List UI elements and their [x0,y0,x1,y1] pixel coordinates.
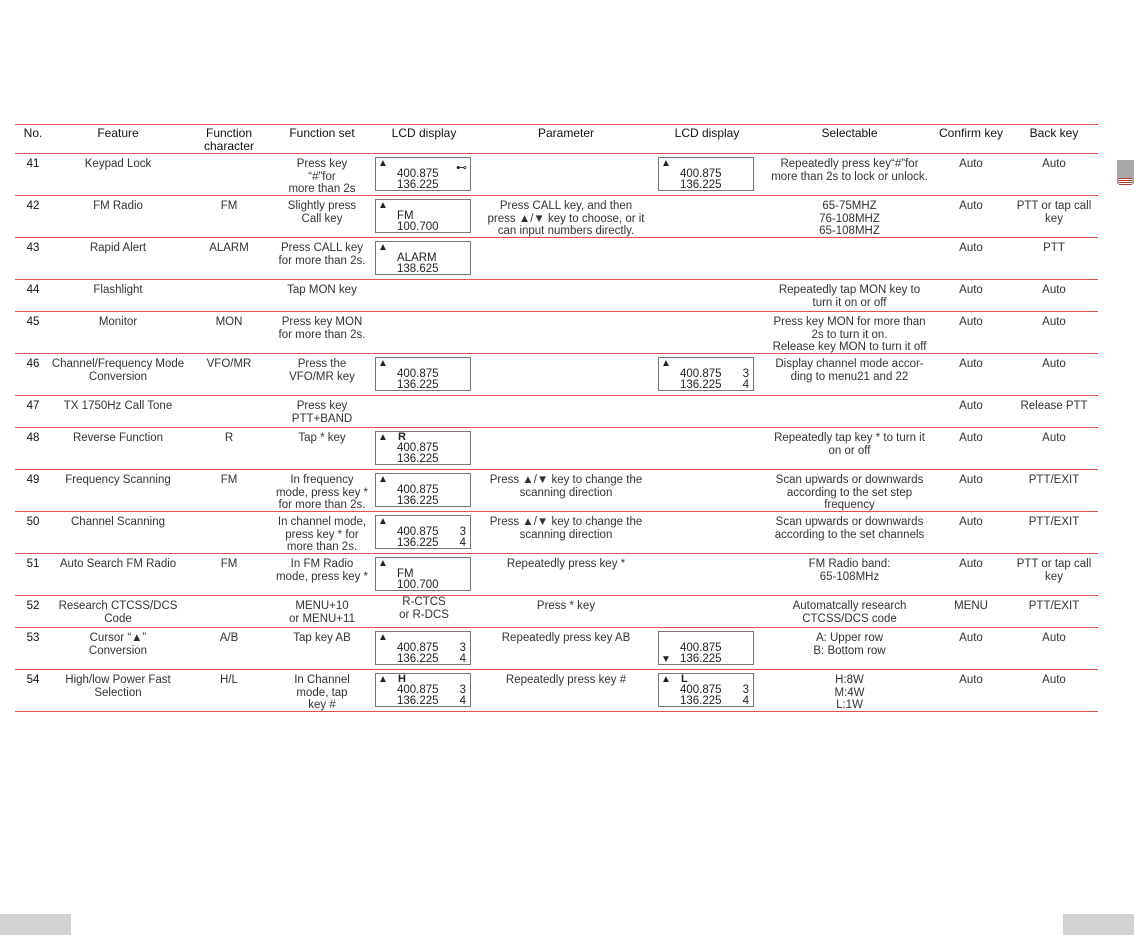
row-function-set: In channel mode, press key * for more than 2s. [277,516,367,553]
lcd-line-1: ALARM [397,252,437,264]
row-function-character: FM [220,558,238,570]
row-function-set: Press key PTT+BAND [291,400,353,425]
lcd-indicator-icon: ▲ [661,158,671,169]
lcd-indicator-icon: ▲ [378,516,388,527]
row-feature: Channel/Frequency Mode Conversion [51,358,185,383]
row-selectable: 65-75MHZ 76-108MHZ 65-108MHZ [819,200,880,237]
row-back-key: Release PTT [1020,400,1088,412]
row-confirm-key: Auto [959,632,983,644]
header-feature: Feature [97,126,139,140]
row-feature: Reverse Function [72,432,164,444]
lcd-channel-1: 3 [742,368,749,380]
row-parameter: Press * key [536,600,596,612]
header-function-set: Function set [289,126,355,140]
lcd-line-2: 136.225 [397,495,439,507]
lcd-indicator-icon: ▲ [378,674,388,685]
lcd-display-box [375,673,471,707]
header-back-key: Back key [1029,126,1079,140]
lcd-line-2: 136.225 [397,695,439,707]
lcd-line-1: 400.875 [680,642,722,654]
row-confirm-key: Auto [959,284,983,296]
lcd-line-1: 400.875 [397,684,439,696]
lcd-line-2: 100.700 [397,221,439,233]
lcd-display-box [375,557,471,591]
header-parameter: Parameter [537,126,595,140]
row-no: 46 [26,358,40,370]
row-function-set: Slightly press Call key [287,200,357,225]
lcd-line-2: 100.700 [397,579,439,591]
table-row [15,396,1098,428]
lcd-indicator-icon: ▲ [378,158,388,169]
row-parameter: Repeatedly press key AB [501,632,631,644]
table-row [15,596,1098,628]
table-row [15,670,1098,712]
footer-right-bar [1063,914,1134,935]
lcd-line-1: 400.875 [397,442,439,454]
row-no: 43 [26,242,40,254]
row-selectable: Press key MON for more than 2s to turn it on. Release key MON to turn it off [772,316,927,353]
row-feature: Cursor “▲” Conversion [88,632,148,657]
row-no: 50 [26,516,40,528]
row-function-character: MON [215,316,243,328]
row-function-set: In FM Radio mode, press key * [275,558,369,583]
lcd-indicator-icon: ▲ [378,474,388,485]
lcd-display-box [375,357,471,391]
row-no: 53 [26,632,40,644]
row-selectable: H:8W M:4W L:1W [834,674,865,711]
row-function-set: MENU+10 or MENU+11 [289,600,355,625]
table-row [15,512,1098,554]
lcd-channel-1: 3 [459,642,466,654]
row-back-key: PTT or tap call key [1016,200,1092,225]
lcd-display-box [375,157,471,191]
lcd-line-2: 136.225 [397,179,439,191]
row-feature: Frequency Scanning [65,474,171,486]
row-selectable: Display channel mode accor- ding to menu21 and 22 [775,358,924,383]
lcd-channel-2: 4 [459,653,466,665]
lcd-display-box [658,157,754,191]
lcd-channel-2: 4 [742,695,749,707]
lcd-line-2: 136.225 [397,453,439,465]
lcd-line-1: 400.875 [397,642,439,654]
lcd-line-1: 400.875 [680,168,722,180]
row-parameter: Press CALL key, and then press ▲/▼ key to choose, or it can input numbers directly. [487,200,645,237]
row-no: 45 [26,316,40,328]
row-lcd-text: R-CTCS or R-DCS [399,596,449,621]
flag-icon [1119,178,1132,185]
row-parameter: Press ▲/▼ key to change the scanning direction [489,516,643,541]
header-confirm-key: Confirm key [938,126,1003,140]
lcd-display-box [375,515,471,549]
row-feature: Research CTCSS/DCS Code [58,600,178,625]
row-back-key: Auto [1042,358,1066,370]
row-function-set: Press the VFO/MR key [289,358,355,383]
table-row [15,554,1098,596]
row-back-key: PTT [1043,242,1065,254]
row-confirm-key: Auto [959,358,983,370]
lcd-line-2: 138.625 [397,263,439,275]
lcd-display-box [375,431,471,465]
lcd-display-box [375,473,471,507]
table-row [15,154,1098,196]
row-no: 42 [26,200,40,212]
header-selectable: Selectable [821,126,878,140]
lcd-line-2: 136.225 [680,179,722,191]
row-back-key: Auto [1042,632,1066,644]
row-back-key: Auto [1042,316,1066,328]
row-function-set: In Channel mode, tap key # [294,674,350,711]
row-selectable: Repeatedly press key“#”for more than 2s to lock or unlock. [771,158,928,183]
row-confirm-key: Auto [959,558,983,570]
lcd-line-2: 136.225 [680,653,722,665]
lcd-down-indicator-icon: ▼ [661,654,671,665]
row-confirm-key: Auto [959,516,983,528]
table-row [15,428,1098,470]
footer-left-bar [0,914,71,935]
row-confirm-key: Auto [959,242,983,254]
row-function-set: Press CALL key for more than 2s. [278,242,366,267]
row-function-character: R [224,432,234,444]
lcd-indicator-icon: ▲ [378,242,388,253]
row-no: 47 [26,400,40,412]
row-back-key: Auto [1042,432,1066,444]
lcd-display-box [375,199,471,233]
row-selectable: Repeatedly tap MON key to turn it on or off [778,284,921,309]
lcd-mode-letter: L [681,673,688,685]
table-body [15,154,1098,712]
lcd-line-1: 400.875 [397,526,439,538]
row-selectable: FM Radio band: 65-108MHz [808,558,891,583]
table-row [15,196,1098,238]
row-selectable: Scan upwards or downwards according to the set step frequency [775,474,924,511]
row-no: 41 [26,158,40,170]
row-parameter: Press ▲/▼ key to change the scanning direction [489,474,643,499]
row-confirm-key: Auto [959,400,983,412]
row-feature: High/low Power Fast Selection [65,674,171,699]
lcd-line-2: 136.225 [680,695,722,707]
key-lock-icon: ⊷ [456,162,467,174]
row-function-set: Tap MON key [287,284,357,296]
row-function-set: In frequency mode, press key * for more than 2s. [275,474,369,511]
table-row [15,628,1098,670]
table-row [15,280,1098,312]
row-parameter: Repeatedly press key # [505,674,627,686]
lcd-line-2: 136.225 [397,537,439,549]
lcd-line-1: 400.875 [680,368,722,380]
row-function-character: A/B [219,632,239,644]
row-back-key: PTT/EXIT [1028,600,1080,612]
lcd-indicator-icon: ▲ [661,358,671,369]
lcd-channel-1: 3 [459,684,466,696]
lcd-mode-letter: H [398,673,406,685]
row-feature: Channel Scanning [71,516,165,528]
row-feature: Flashlight [93,284,143,296]
table-row [15,354,1098,396]
row-no: 52 [26,600,40,612]
row-selectable: Automatcally research CTCSS/DCS code [792,600,907,625]
lcd-mode-letter: R [398,431,406,443]
row-back-key: Auto [1042,158,1066,170]
row-confirm-key: Auto [959,200,983,212]
header-no: No. [23,126,43,140]
row-feature: Monitor [98,316,138,328]
row-confirm-key: Auto [959,158,983,170]
lcd-line-1: 400.875 [397,484,439,496]
lcd-channel-2: 4 [459,695,466,707]
row-function-character: ALARM [209,242,249,254]
header-lcd-display-2: LCD display [674,126,740,140]
row-back-key: PTT or tap call key [1016,558,1092,583]
row-selectable: A: Upper row B: Bottom row [813,632,886,657]
row-no: 48 [26,432,40,444]
lcd-line-1: 400.875 [397,368,439,380]
function-table [15,124,1098,712]
row-selectable: Repeatedly tap key * to turn it on or off [774,432,925,457]
row-feature: FM Radio [93,200,143,212]
row-back-key: PTT/EXIT [1028,474,1080,486]
lcd-channel-1: 3 [742,684,749,696]
row-no: 51 [26,558,40,570]
row-function-set: Press key MON for more than 2s. [278,316,366,341]
lcd-indicator-icon: ▲ [661,674,671,685]
row-no: 44 [26,284,40,296]
lcd-line-2: 136.225 [397,379,439,391]
row-confirm-key: MENU [954,600,988,612]
lcd-indicator-icon: ▲ [378,632,388,643]
row-function-set: Tap * key [298,432,346,444]
table-header [15,124,1098,154]
row-function-set: Tap key AB [293,632,351,644]
lcd-channel-2: 4 [459,537,466,549]
row-selectable: Scan upwards or downwards according to the set channels [774,516,925,541]
row-no: 54 [26,674,40,686]
row-confirm-key: Auto [959,316,983,328]
lcd-display-box [658,631,754,665]
row-confirm-key: Auto [959,674,983,686]
row-parameter: Repeatedly press key * [506,558,626,570]
lcd-line-2: 136.225 [680,379,722,391]
table-row [15,238,1098,280]
lcd-display-box [375,241,471,275]
row-feature: Rapid Alert [89,242,147,254]
lcd-indicator-icon: ▲ [378,200,388,211]
lcd-indicator-icon: ▲ [378,358,388,369]
lcd-display-box [658,357,754,391]
row-function-character: FM [220,474,238,486]
header-function-character: Function character [203,126,255,153]
row-feature: TX 1750Hz Call Tone [63,400,173,412]
row-feature: Auto Search FM Radio [59,558,177,570]
row-no: 49 [26,474,40,486]
row-function-character: H/L [220,674,238,686]
lcd-channel-2: 4 [742,379,749,391]
table-row [15,470,1098,512]
lcd-line-2: 136.225 [397,653,439,665]
row-back-key: Auto [1042,284,1066,296]
lcd-line-1: FM [397,568,414,580]
table-row [15,312,1098,354]
row-confirm-key: Auto [959,432,983,444]
row-feature: Keypad Lock [84,158,152,170]
row-function-character: FM [220,200,238,212]
row-function-character: VFO/MR [206,358,252,370]
row-function-set: Press key “#”for more than 2s [288,158,356,195]
lcd-line-1: 400.875 [397,168,439,180]
row-confirm-key: Auto [959,474,983,486]
lcd-display-box [658,673,754,707]
header-lcd-display: LCD display [391,126,457,140]
lcd-line-1: FM [397,210,414,222]
lcd-indicator-icon: ▲ [378,432,388,443]
row-back-key: Auto [1042,674,1066,686]
lcd-indicator-icon: ▲ [378,558,388,569]
lcd-channel-1: 3 [459,526,466,538]
lcd-line-1: 400.875 [680,684,722,696]
lcd-display-box [375,631,471,665]
row-back-key: PTT/EXIT [1028,516,1080,528]
